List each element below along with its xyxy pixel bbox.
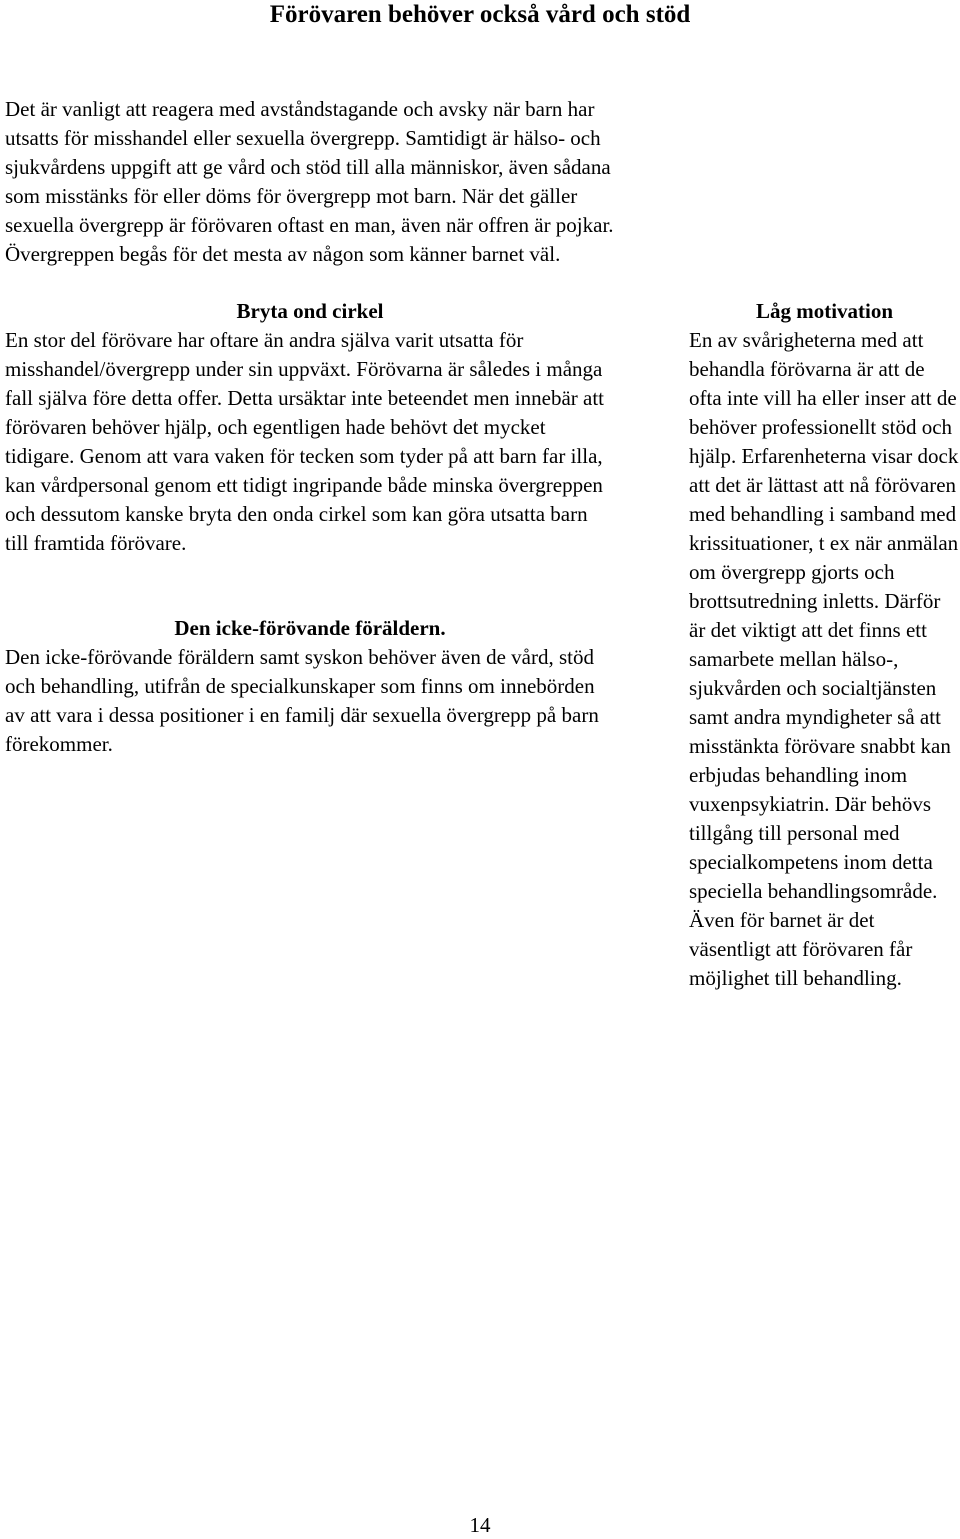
spacer xyxy=(5,269,615,297)
main-column xyxy=(5,95,615,759)
section-heading-icke-forovande: Den icke-förövande föräldern. xyxy=(174,616,446,640)
sidebar-body: En av svårigheterna med att behandla förövarna är att de ofta inte vill ha eller inser att de behöver professionellt stöd och hjälp. Erfarenheterna visar dock att det är lättast att nå förövaren med behandling i samband med krissituationer, t ex när anmälan om övergrepp gjorts och brottsutredning inletts. Därför är det viktigt att det finns ett samarbete mellan hälso-, sjukvården och socialtjänsten samt andra myndigheter så att misstänkta förövare snabbt kan erbjudas behandling inom vuxenpsykiatrin. Där behövs tillgång till personal med specialkompetens inom detta speciella behandlingsområde. Även för barnet är det väsentligt att förövaren får möjlighet till behandling. xyxy=(689,328,959,990)
page-title: Förövaren behöver också vård och stöd xyxy=(269,1,691,28)
sidebar-column xyxy=(689,297,960,993)
section-body-bryta-ond-cirkel: En stor del förövare har oftare än andra själva varit utsatta för misshandel/övergrepp under sin uppväxt. Förövarna är således i många fall själva före detta offer. Detta ursäktar inte beteendet men innebär att förövaren behöver hjälp, och egentligen hade behövt det mycket tidigare. Genom att vara vaken för tecken som tyder på att barn far illa, kan vårdpersonal genom ett tidigt ingripande både minska övergreppen och dessutom kanske bryta den onda cirkel som kan göra utsatta barn till framtida förövare. xyxy=(5,328,605,555)
section-body-icke-forovande: Den icke-förövande föräldern samt syskon behöver även de vård, stöd och behandling, utifrån de specialkunskaper som finns om innebörden av att vara i dessa positioner i en familj där sexuella övergrepp på barn förekommer. xyxy=(5,645,599,756)
page-number: 14 xyxy=(469,1513,491,1537)
spacer xyxy=(5,558,615,614)
intro-paragraph: Det är vanligt att reagera med avståndstagande och avsky när barn har utsatts för misshandel eller sexuella övergrepp. Samtidigt är hälso- och sjukvårdens uppgift att ge vård och stöd till alla människor, även sådana som misstänks för eller döms för övergrepp mot barn. När det gäller sexuella övergrepp är förövaren oftast en man, även när offren är pojkar. Övergreppen begås för det mesta av någon som känner barnet väl. xyxy=(5,97,614,266)
sidebar-heading: Låg motivation xyxy=(755,299,894,323)
section-heading-bryta-ond-cirkel: Bryta ond cirkel xyxy=(236,299,384,323)
